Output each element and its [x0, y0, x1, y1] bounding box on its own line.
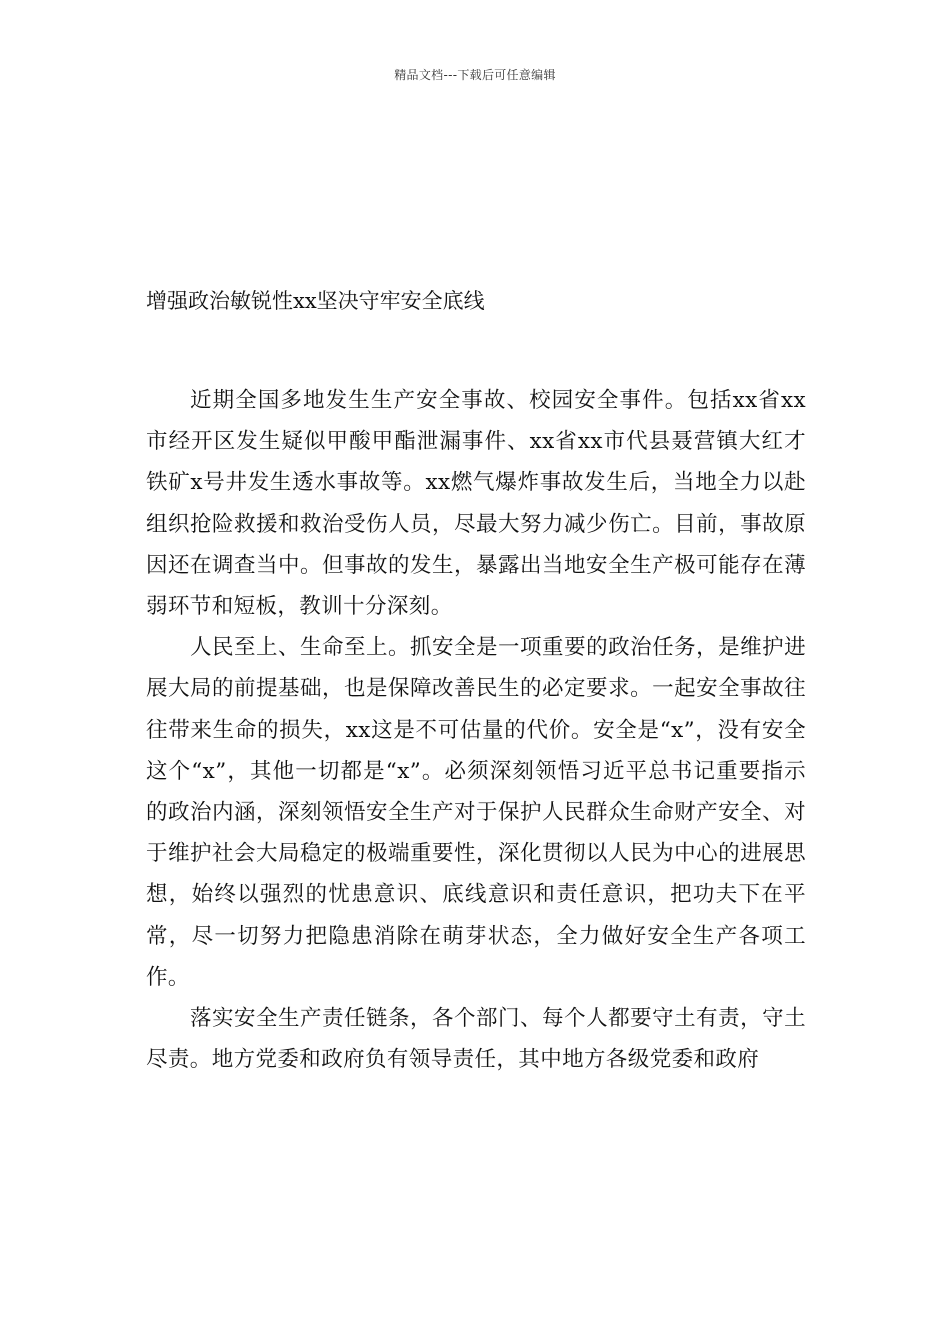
document-body: [146, 380, 806, 1080]
paragraph-2: 人民至上、生命至上。抓安全是一项重要的政治任务，是维护进展大局的前提基础，也是保障改善民生的必定要求。一起安全事故往往带来生命的损失，xx这是不可估量的代价。安全是“x”，没有安全这个“x”，其他一切都是“x”。必须深刻领悟习近平总书记重要指示的政治内涵，深刻领悟安全生产对于保护人民群众生命财产安全、对于维护社会大局稳定的极端重要性，深化贯彻以人民为中心的进展思想，始终以强烈的忧患意识、底线意识和责任意识，把功夫下在平常，尽一切努力把隐患消除在萌芽状态，全力做好安全生产各项工作。: [146, 635, 806, 990]
paragraph-3: 落实安全生产责任链条，各个部门、每个人都要守土有责，守土尽责。地方党委和政府负有领导责任，其中地方各级党委和政府: [146, 1006, 806, 1073]
document-title: 增强政治敏锐性xx坚决守牢安全底线: [146, 289, 485, 313]
header-note: 精品文档---下载后可任意编辑: [394, 68, 556, 82]
paragraph-1: 近期全国多地发生生产安全事故、校园安全事件。包括xx省xx市经开区发生疑似甲酸甲酯泄漏事件、xx省xx市代县聂营镇大红才铁矿x号井发生透水事故等。xx燃气爆炸事故发生后，当地全力以赴组织抢险救援和救治受伤人员，尽最大努力减少伤亡。目前，事故原因还在调查当中。但事故的发生，暴露出当地安全生产极可能存在薄弱环节和短板，教训十分深刻。: [146, 388, 806, 620]
